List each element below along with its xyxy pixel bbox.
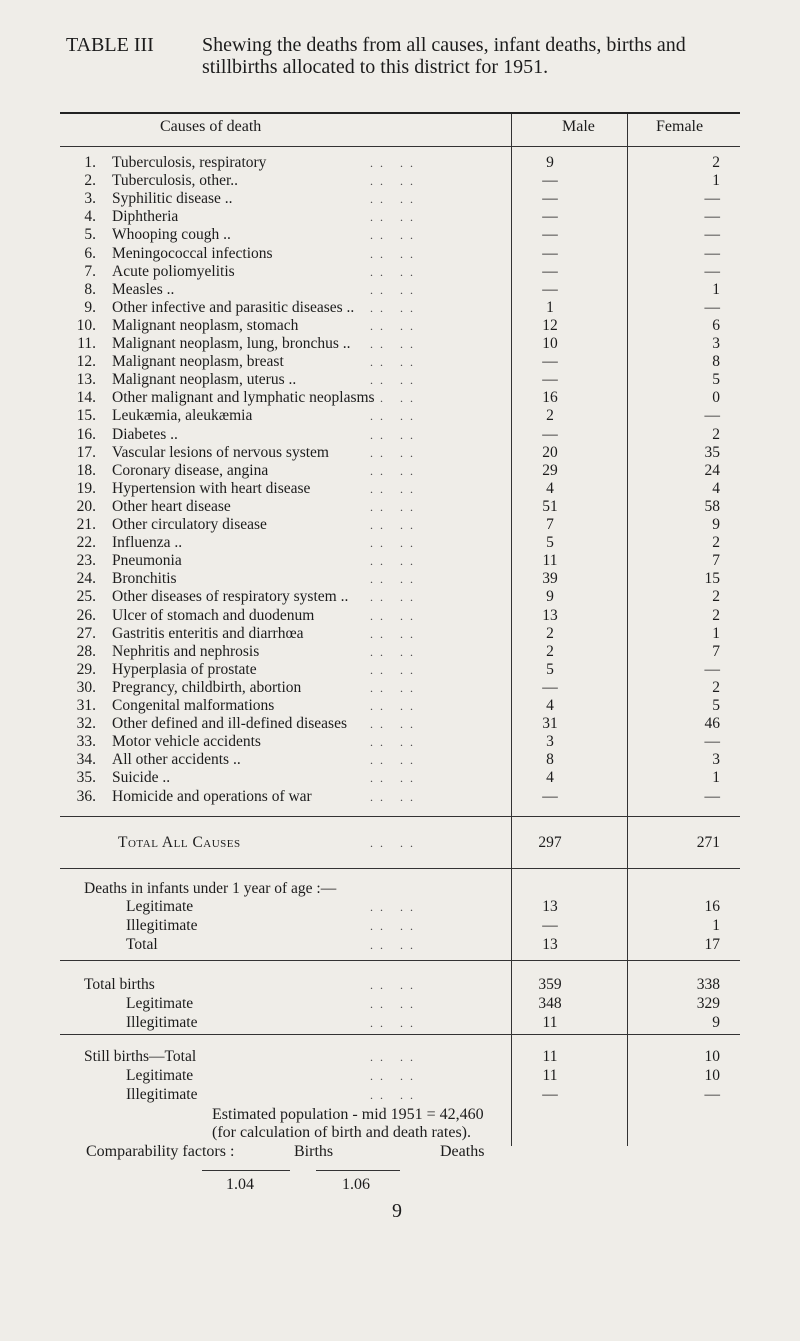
leader-dots: . . . . bbox=[370, 536, 415, 551]
row-label: Malignant neoplasm, uterus .. bbox=[112, 371, 297, 389]
cause-row bbox=[60, 625, 740, 643]
row-label: Other heart disease bbox=[112, 497, 231, 515]
female-value: 9 bbox=[712, 516, 720, 533]
leader-dots: . . . . bbox=[370, 192, 415, 207]
stillbirth-row bbox=[60, 1086, 740, 1104]
female-value: 7 bbox=[712, 642, 720, 660]
male-value: — bbox=[542, 425, 558, 443]
deaths-factor-value: 1.06 bbox=[342, 1176, 370, 1193]
leader-dots: . . . . bbox=[370, 680, 415, 695]
row-label: Legitimate bbox=[126, 898, 194, 915]
row-label: Total births bbox=[84, 976, 155, 993]
male-value: — bbox=[542, 678, 558, 696]
row-label: Hyperplasia of prostate bbox=[112, 660, 257, 678]
female-value: — bbox=[704, 190, 720, 208]
birth-row bbox=[60, 976, 740, 994]
leader-dots: . . . . bbox=[370, 355, 415, 370]
cause-row bbox=[60, 299, 740, 317]
cause-row bbox=[60, 588, 740, 606]
leader-dots: . . . . bbox=[370, 1088, 415, 1102]
male-value: 11 bbox=[542, 1014, 558, 1031]
male-value: 9 bbox=[546, 154, 554, 171]
cause-row bbox=[60, 607, 740, 625]
stillbirth-row bbox=[60, 1067, 740, 1085]
infant-row bbox=[60, 898, 740, 916]
row-label: Gastritis enteritis and diarrhœa bbox=[112, 624, 304, 642]
row-label: Pregrancy, childbirth, abortion bbox=[112, 678, 302, 696]
male-value: 348 bbox=[538, 995, 562, 1012]
male-value: 7 bbox=[546, 516, 554, 533]
row-number: 9. bbox=[84, 298, 96, 316]
top-rule bbox=[60, 112, 740, 114]
row-number: 2. bbox=[84, 172, 96, 190]
female-value: 0 bbox=[712, 389, 720, 407]
row-number: 22. bbox=[76, 534, 96, 552]
birth-row bbox=[60, 995, 740, 1013]
birth-row bbox=[60, 1014, 740, 1032]
infant-row bbox=[60, 917, 740, 935]
female-value: 16 bbox=[704, 898, 720, 915]
male-value: 4 bbox=[546, 769, 554, 787]
infant-heading: Deaths in infants under 1 year of age :— bbox=[84, 880, 337, 897]
leader-dots: . . . . bbox=[370, 590, 415, 605]
cause-row bbox=[60, 516, 740, 534]
leader-dots: . . . . bbox=[370, 228, 415, 243]
leader-dots: . . . . bbox=[370, 264, 415, 279]
leader-dots: . . . . bbox=[370, 662, 415, 677]
leader-dots: . . . . bbox=[370, 554, 415, 569]
male-value: — bbox=[542, 190, 558, 208]
male-value: 1 bbox=[546, 298, 554, 316]
female-value: — bbox=[704, 226, 720, 244]
row-number: 13. bbox=[76, 371, 96, 389]
row-label: Meningococcal infections bbox=[112, 244, 273, 262]
cause-row bbox=[60, 154, 740, 172]
male-value: — bbox=[542, 280, 558, 298]
female-value: 46 bbox=[704, 715, 720, 733]
row-label: Syphilitic disease .. bbox=[112, 190, 233, 208]
row-label: Suicide .. bbox=[112, 769, 171, 787]
row-label: Vascular lesions of nervous system bbox=[112, 443, 329, 461]
header-female: Female bbox=[656, 118, 704, 135]
row-number: 18. bbox=[76, 461, 96, 479]
male-value: — bbox=[542, 244, 558, 262]
infant-row bbox=[60, 936, 740, 954]
row-number: 15. bbox=[76, 407, 96, 425]
cause-row bbox=[60, 335, 740, 353]
leader-dots: . . . . bbox=[370, 499, 415, 514]
male-value: 5 bbox=[546, 534, 554, 552]
comparability-label: Comparability factors : bbox=[86, 1143, 235, 1160]
female-value: 17 bbox=[704, 936, 720, 953]
male-value: 11 bbox=[542, 1067, 558, 1084]
population-line: Estimated population - mid 1951 = 42,460 bbox=[212, 1106, 484, 1123]
male-value: 13 bbox=[542, 936, 558, 953]
male-value: 8 bbox=[546, 751, 554, 769]
row-label: Acute poliomyelitis bbox=[112, 262, 235, 280]
cause-row bbox=[60, 643, 740, 661]
cause-row bbox=[60, 570, 740, 588]
leader-dots: . . . . bbox=[370, 735, 415, 750]
cause-row bbox=[60, 371, 740, 389]
leader-dots: . . . . bbox=[370, 938, 415, 952]
header-causes: Causes of death bbox=[160, 118, 262, 135]
cause-row bbox=[60, 480, 740, 498]
female-value: 6 bbox=[712, 316, 720, 334]
male-value: 16 bbox=[542, 389, 558, 407]
row-number: 24. bbox=[76, 570, 96, 588]
row-label: Diphtheria bbox=[112, 208, 179, 226]
female-value: 5 bbox=[712, 697, 720, 714]
row-label: Ulcer of stomach and duodenum bbox=[112, 606, 315, 624]
leader-dots: . . . . bbox=[370, 463, 415, 478]
row-number: 25. bbox=[76, 588, 96, 606]
row-number: 31. bbox=[76, 697, 96, 714]
leader-dots: . . . . bbox=[370, 391, 415, 406]
male-value: 359 bbox=[538, 976, 562, 993]
leader-dots: . . . . bbox=[370, 717, 415, 732]
total-label: Total All Causes bbox=[118, 834, 241, 851]
female-value: — bbox=[704, 660, 720, 678]
leader-dots: . . . . bbox=[370, 608, 415, 623]
row-number: 17. bbox=[76, 443, 96, 461]
male-value: — bbox=[542, 371, 558, 389]
female-value: 2 bbox=[712, 534, 720, 552]
row-number: 16. bbox=[76, 425, 96, 443]
cause-row bbox=[60, 389, 740, 407]
row-label: Still births—Total bbox=[84, 1048, 197, 1065]
cause-row bbox=[60, 281, 740, 299]
row-label: Illegitimate bbox=[126, 917, 198, 934]
female-value: — bbox=[704, 208, 720, 226]
male-value: 29 bbox=[542, 461, 558, 479]
cause-row bbox=[60, 444, 740, 462]
female-value: 2 bbox=[712, 606, 720, 624]
infant-bottom-rule bbox=[60, 960, 740, 961]
female-value: 10 bbox=[704, 1048, 720, 1065]
cause-row bbox=[60, 534, 740, 552]
leader-dots: . . . . bbox=[370, 644, 415, 659]
row-label: Other defined and ill-defined diseases bbox=[112, 715, 347, 733]
female-value: 8 bbox=[712, 353, 720, 371]
deaths-factor-label: Deaths bbox=[440, 1143, 485, 1160]
cause-row bbox=[60, 715, 740, 733]
row-number: 32. bbox=[76, 715, 96, 733]
male-value: 2 bbox=[546, 624, 554, 642]
row-label: Malignant neoplasm, lung, bronchus .. bbox=[112, 335, 351, 352]
male-value: — bbox=[542, 917, 558, 934]
leader-dots: . . . . bbox=[370, 997, 415, 1011]
female-value: 2 bbox=[712, 588, 720, 606]
female-value: — bbox=[704, 407, 720, 425]
row-number: 21. bbox=[76, 516, 96, 533]
leader-dots: . . . . bbox=[370, 1016, 415, 1030]
row-label: Tuberculosis, other.. bbox=[112, 172, 239, 190]
row-number: 34. bbox=[76, 751, 96, 769]
male-value: 4 bbox=[546, 697, 554, 714]
row-label: Tuberculosis, respiratory bbox=[112, 154, 267, 171]
row-label: Illegitimate bbox=[126, 1086, 198, 1103]
row-label: Legitimate bbox=[126, 1067, 194, 1084]
row-number: 26. bbox=[76, 606, 96, 624]
row-label: Total bbox=[126, 936, 158, 953]
female-value: 9 bbox=[712, 1014, 720, 1031]
male-value: 4 bbox=[546, 479, 554, 497]
female-value: 10 bbox=[704, 1067, 720, 1084]
cause-row bbox=[60, 679, 740, 697]
female-value: 7 bbox=[712, 552, 720, 570]
female-value: — bbox=[704, 1086, 720, 1103]
leader-dots: . . . . bbox=[370, 409, 415, 424]
leader-dots: . . . . bbox=[370, 919, 415, 933]
row-label: Other malignant and lymphatic neoplasms bbox=[112, 389, 375, 407]
female-value: — bbox=[704, 244, 720, 262]
row-label: Pneumonia bbox=[112, 552, 182, 570]
female-value: — bbox=[704, 733, 720, 751]
female-value: — bbox=[704, 298, 720, 316]
deaths-factor-rule bbox=[316, 1170, 400, 1171]
row-number: 12. bbox=[76, 353, 96, 371]
row-number: 11. bbox=[77, 335, 96, 352]
male-value: — bbox=[542, 226, 558, 244]
row-number: 19. bbox=[76, 479, 96, 497]
cause-row bbox=[60, 407, 740, 425]
row-label: Bronchitis bbox=[112, 570, 177, 588]
row-label: Malignant neoplasm, stomach bbox=[112, 316, 299, 334]
leader-dots: . . . . bbox=[370, 427, 415, 442]
female-value: 1 bbox=[712, 172, 720, 190]
leader-dots: . . . . bbox=[370, 900, 415, 914]
male-value: 13 bbox=[542, 606, 558, 624]
total-female: 271 bbox=[696, 834, 720, 851]
male-value: — bbox=[542, 1086, 558, 1103]
leader-dots: . . . . bbox=[370, 300, 415, 315]
male-value: 11 bbox=[542, 552, 558, 570]
row-number: 6. bbox=[84, 244, 96, 262]
page-number: 9 bbox=[392, 1200, 402, 1222]
leader-dots: . . . . bbox=[370, 210, 415, 225]
births-factor-rule bbox=[202, 1170, 290, 1171]
cause-row bbox=[60, 751, 740, 769]
cause-row bbox=[60, 190, 740, 208]
row-label: Motor vehicle accidents bbox=[112, 733, 261, 751]
row-label: Leukæmia, aleukæmia bbox=[112, 407, 253, 425]
male-value: 2 bbox=[546, 642, 554, 660]
cause-row bbox=[60, 462, 740, 480]
infant-heading-row bbox=[60, 880, 740, 898]
table-caption: Shewing the deaths from all causes, infant deaths, births and stillbirths allocated to this district for 1951. bbox=[202, 34, 686, 78]
male-value: 13 bbox=[542, 898, 558, 915]
table-label: TABLE III bbox=[66, 34, 154, 56]
births-factor-label: Births bbox=[294, 1143, 334, 1160]
cause-row bbox=[60, 208, 740, 226]
male-value: 20 bbox=[542, 443, 558, 461]
row-label: Illegitimate bbox=[126, 1014, 198, 1031]
leader-dots: . . . . bbox=[370, 978, 415, 992]
leader-dots: . . . . bbox=[370, 699, 415, 713]
cause-row bbox=[60, 661, 740, 679]
female-value: 1 bbox=[712, 769, 720, 787]
cause-row bbox=[60, 552, 740, 570]
leader-dots: . . . . bbox=[370, 246, 415, 261]
population-note: (for calculation of birth and death rates). bbox=[212, 1124, 471, 1141]
row-number: 5. bbox=[84, 226, 96, 244]
male-value: 51 bbox=[542, 497, 558, 515]
cause-row bbox=[60, 426, 740, 444]
row-number: 35. bbox=[76, 769, 96, 787]
male-value: — bbox=[542, 172, 558, 190]
stillbirth-row bbox=[60, 1048, 740, 1066]
male-value: — bbox=[542, 262, 558, 280]
row-label: Other circulatory disease bbox=[112, 516, 267, 533]
row-number: 8. bbox=[84, 280, 96, 298]
row-number: 33. bbox=[76, 733, 96, 751]
male-value: — bbox=[542, 353, 558, 371]
male-value: 3 bbox=[546, 733, 554, 751]
row-label: Congenital malformations bbox=[112, 697, 275, 714]
leader-dots: . . . . bbox=[370, 282, 415, 297]
leader-dots: . . . . bbox=[370, 626, 415, 641]
leader-dots: . . . . bbox=[370, 572, 415, 587]
female-value: 5 bbox=[712, 371, 720, 389]
row-label: All other accidents .. bbox=[112, 751, 241, 769]
row-number: 29. bbox=[76, 660, 96, 678]
female-value: 4 bbox=[712, 479, 720, 497]
row-number: 28. bbox=[76, 642, 96, 660]
row-number: 27. bbox=[76, 624, 96, 642]
leader-dots: . . . . bbox=[370, 337, 415, 351]
row-number: 36. bbox=[76, 787, 96, 805]
leader-dots: . . . . bbox=[370, 481, 415, 496]
female-value: 1 bbox=[712, 624, 720, 642]
male-value: — bbox=[542, 208, 558, 226]
male-value: 2 bbox=[546, 407, 554, 425]
cause-row bbox=[60, 245, 740, 263]
female-value: 15 bbox=[704, 570, 720, 588]
leader-dots: . . . . bbox=[370, 836, 415, 850]
female-value: 2 bbox=[712, 154, 720, 171]
cause-row bbox=[60, 733, 740, 751]
female-value: 1 bbox=[712, 280, 720, 298]
row-number: 10. bbox=[76, 316, 96, 334]
row-number: 23. bbox=[76, 552, 96, 570]
male-value: 9 bbox=[546, 588, 554, 606]
cause-row bbox=[60, 498, 740, 516]
female-value: 3 bbox=[712, 751, 720, 769]
male-value: 31 bbox=[542, 715, 558, 733]
cause-row bbox=[60, 263, 740, 281]
cause-row bbox=[60, 172, 740, 190]
row-number: 1. bbox=[84, 154, 96, 171]
cause-row bbox=[60, 697, 740, 715]
leader-dots: . . . . bbox=[370, 518, 415, 532]
row-number: 3. bbox=[84, 190, 96, 208]
cause-row bbox=[60, 317, 740, 335]
row-number: 14. bbox=[76, 389, 96, 407]
row-label: Measles .. bbox=[112, 280, 175, 298]
leader-dots: . . . . bbox=[370, 174, 415, 189]
row-label: Influenza .. bbox=[112, 534, 183, 552]
leader-dots: . . . . bbox=[370, 1050, 415, 1064]
row-label: Coronary disease, angina bbox=[112, 461, 269, 479]
cause-row bbox=[60, 226, 740, 244]
male-value: 39 bbox=[542, 570, 558, 588]
leader-dots: . . . . bbox=[370, 318, 415, 333]
leader-dots: . . . . bbox=[370, 156, 415, 170]
female-value: 35 bbox=[704, 443, 720, 461]
female-value: 24 bbox=[704, 461, 720, 479]
cause-row bbox=[60, 769, 740, 787]
causes-bottom-rule bbox=[60, 816, 740, 817]
female-value: 1 bbox=[712, 917, 720, 934]
row-number: 4. bbox=[84, 208, 96, 226]
row-label: Whooping cough .. bbox=[112, 226, 231, 244]
leader-dots: . . . . bbox=[370, 789, 415, 804]
female-value: 338 bbox=[696, 976, 720, 993]
female-value: 3 bbox=[712, 335, 720, 352]
header-male: Male bbox=[562, 118, 595, 135]
row-label: Hypertension with heart disease bbox=[112, 479, 311, 497]
row-label: Malignant neoplasm, breast bbox=[112, 353, 284, 371]
female-value: — bbox=[704, 262, 720, 280]
female-value: 329 bbox=[696, 995, 720, 1012]
male-value: 5 bbox=[546, 660, 554, 678]
births-bottom-rule bbox=[60, 1034, 740, 1035]
row-label: Homicide and operations of war bbox=[112, 787, 312, 805]
row-number: 30. bbox=[76, 678, 96, 696]
male-value: — bbox=[542, 787, 558, 805]
leader-dots: . . . . bbox=[370, 445, 415, 460]
male-value: 10 bbox=[542, 335, 558, 352]
leader-dots: . . . . bbox=[370, 373, 415, 388]
female-value: — bbox=[704, 787, 720, 805]
female-value: 2 bbox=[712, 425, 720, 443]
female-value: 2 bbox=[712, 678, 720, 696]
cause-row bbox=[60, 353, 740, 371]
header-rule bbox=[60, 146, 740, 147]
total-male: 297 bbox=[538, 834, 562, 851]
leader-dots: . . . . bbox=[370, 771, 415, 786]
row-label: Legitimate bbox=[126, 995, 194, 1012]
births-factor-value: 1.04 bbox=[226, 1176, 254, 1193]
row-number: 20. bbox=[76, 497, 96, 515]
row-label: Other diseases of respiratory system .. bbox=[112, 588, 349, 606]
total-bottom-rule bbox=[60, 868, 740, 869]
row-label: Diabetes .. bbox=[112, 425, 178, 443]
row-label: Other infective and parasitic diseases .. bbox=[112, 298, 355, 316]
male-value: 11 bbox=[542, 1048, 558, 1065]
row-label: Nephritis and nephrosis bbox=[112, 642, 260, 660]
row-number: 7. bbox=[84, 262, 96, 280]
leader-dots: . . . . bbox=[370, 1069, 415, 1083]
cause-row bbox=[60, 788, 740, 806]
leader-dots: . . . . bbox=[370, 753, 415, 768]
female-value: 58 bbox=[704, 497, 720, 515]
male-value: 12 bbox=[542, 316, 558, 334]
total-row bbox=[60, 834, 740, 852]
